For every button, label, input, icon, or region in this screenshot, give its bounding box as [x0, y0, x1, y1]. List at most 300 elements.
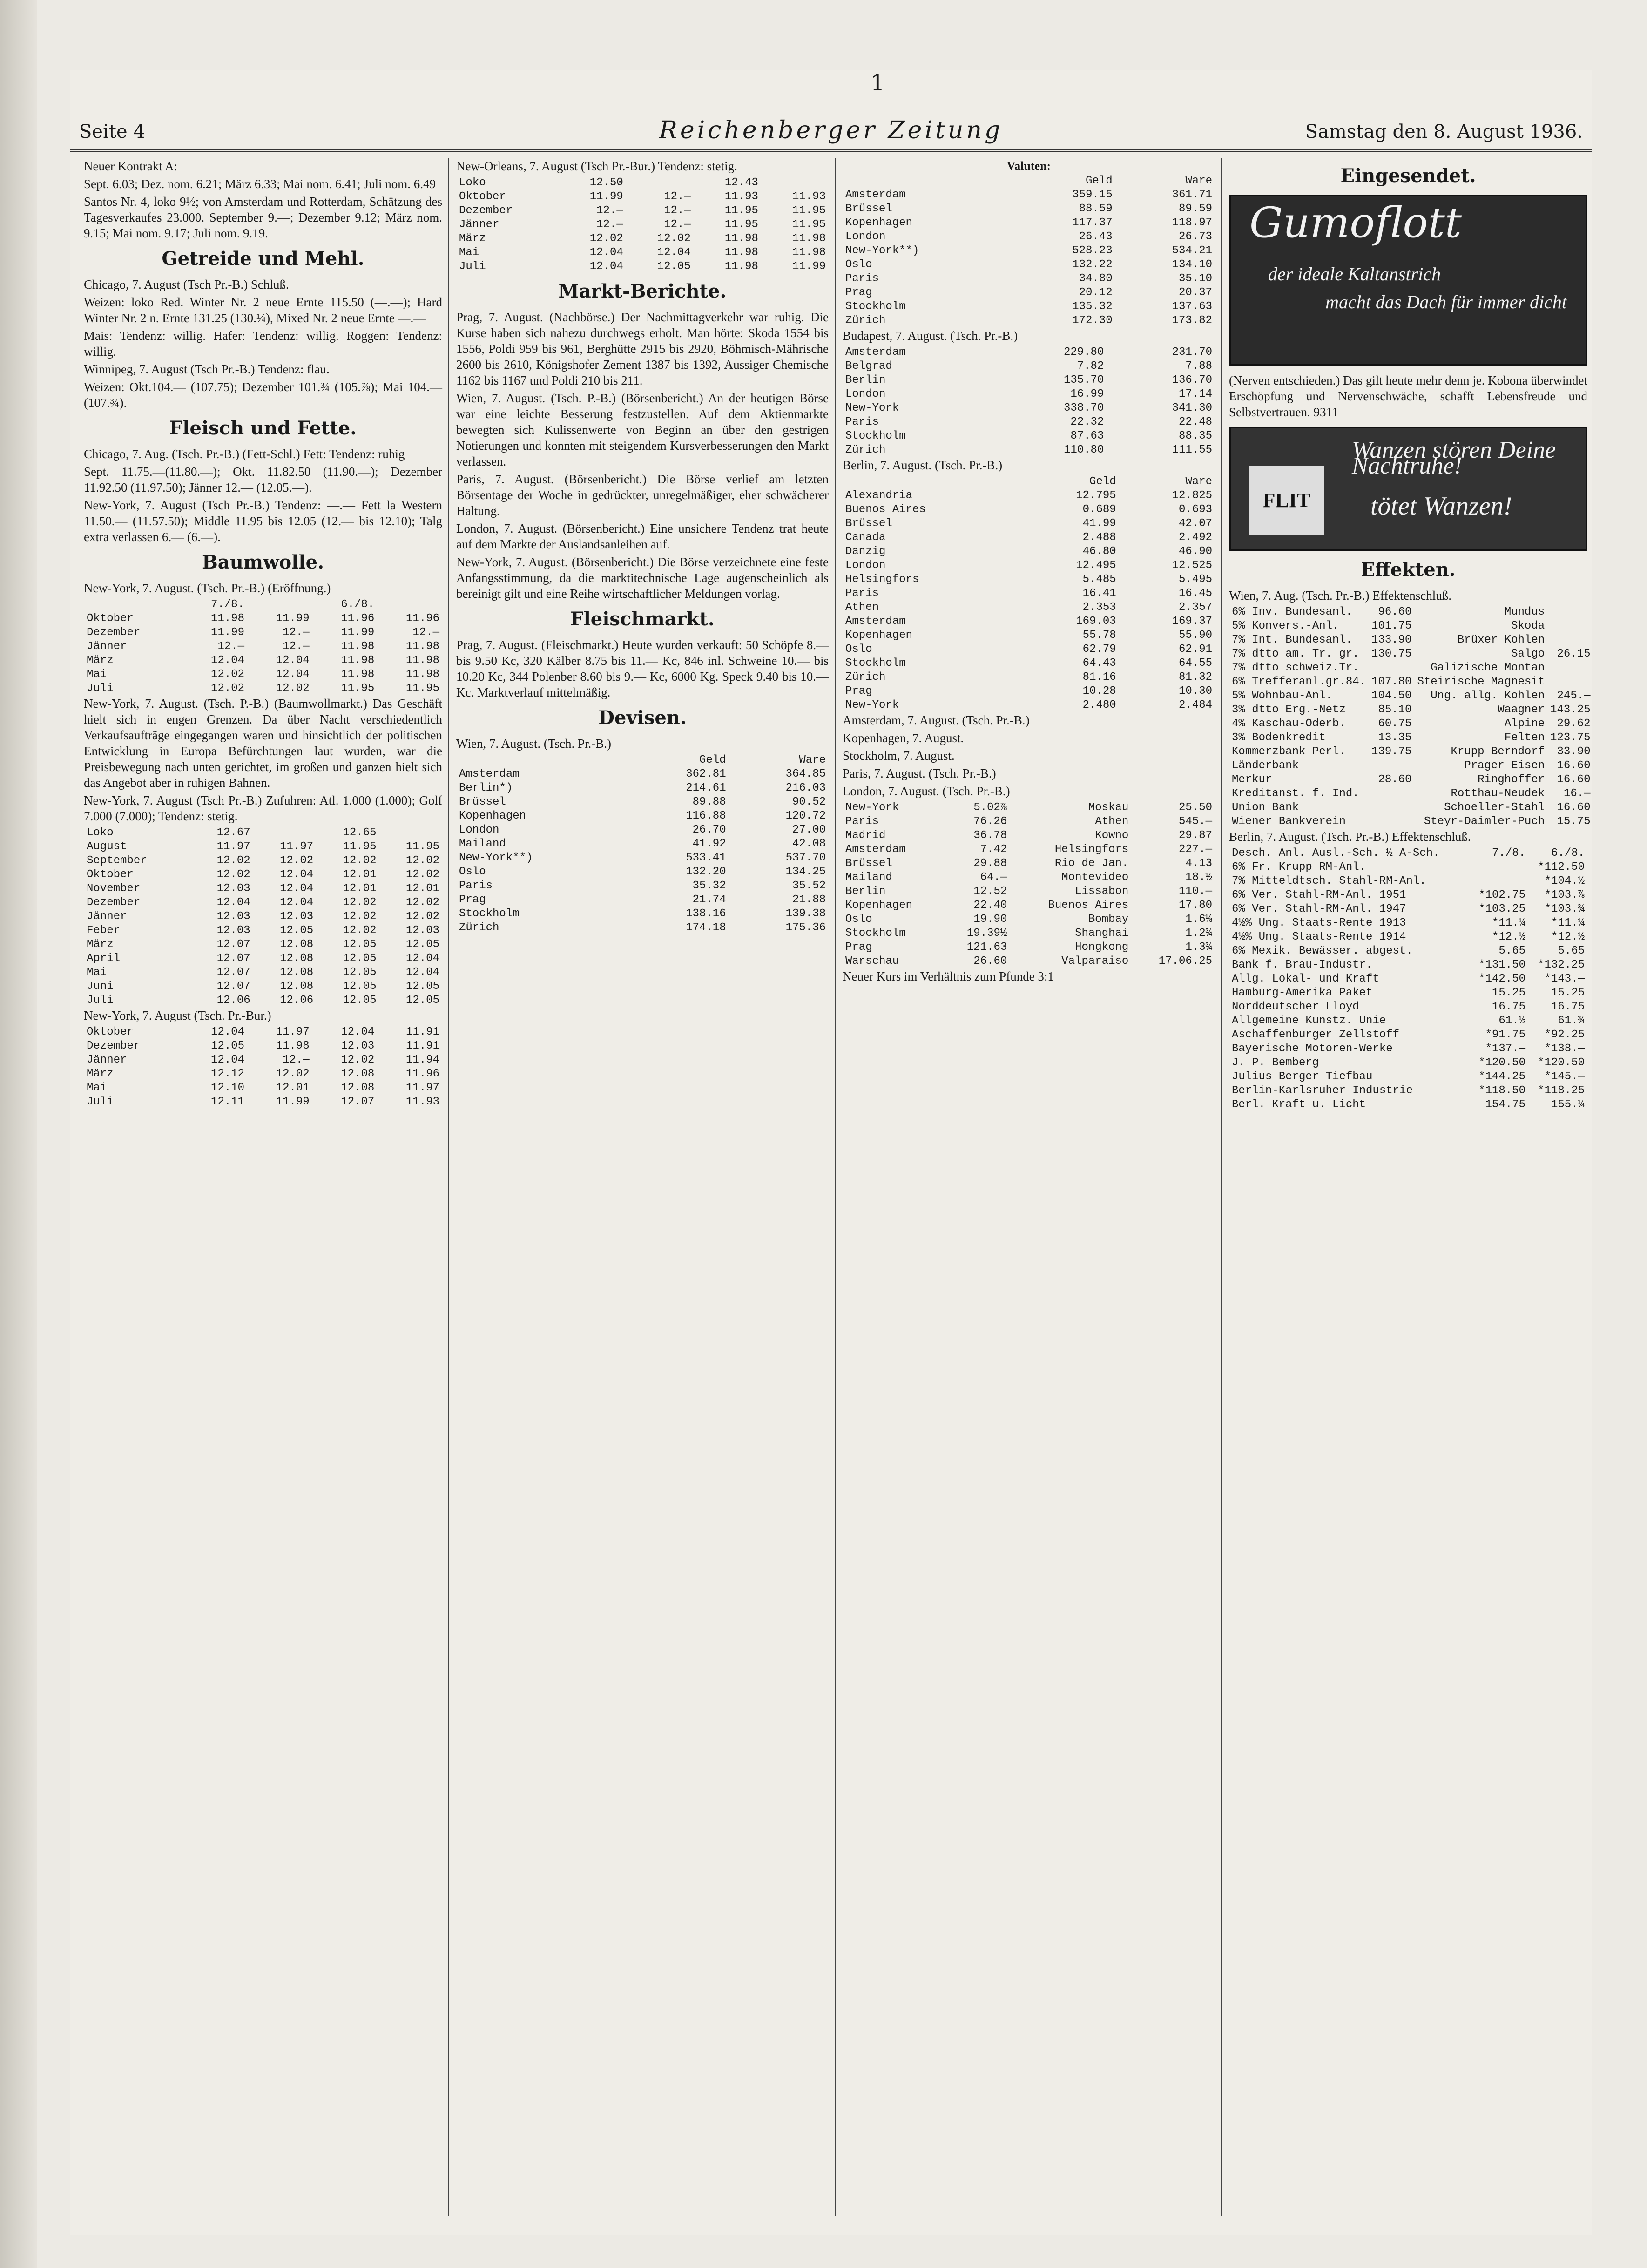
- table-row: [843, 244, 1215, 258]
- devisen-head: Wien, 7. August. (Tsch. Pr.-B.): [456, 737, 612, 751]
- table-cell: Prag: [845, 685, 872, 697]
- table-cell: Bank f. Brau-Industr.: [1232, 959, 1373, 971]
- table-cell: Juni: [87, 980, 114, 993]
- table-row: [456, 795, 829, 809]
- table-cell: 5.65: [1558, 945, 1585, 957]
- table-cell: Warschau: [845, 955, 899, 968]
- orleans-table: [456, 176, 829, 274]
- valuten-table: [843, 174, 1215, 328]
- table-cell: 25.50: [1178, 801, 1212, 814]
- table-cell: [253, 826, 316, 840]
- table-cell: 35.32: [692, 880, 726, 892]
- table-cell: [456, 753, 629, 767]
- table-cell: 361.71: [1172, 189, 1212, 201]
- table-row: [843, 829, 1215, 843]
- table-cell: 3% dtto Erg.-Netz: [1232, 704, 1346, 716]
- berlin-table: [843, 475, 1215, 712]
- table-cell: Allg. Lokal- und Kraft: [1232, 973, 1379, 985]
- table-cell: Krupp Berndorf: [1451, 745, 1545, 758]
- table-cell: Mundus: [1504, 606, 1545, 618]
- baumwolle3-head: New-York, 7. August (Tsch. Pr.-Bur.): [84, 1009, 271, 1022]
- table-cell: 12.—: [596, 218, 623, 231]
- table-cell: 20.37: [1178, 286, 1212, 299]
- table-row: [843, 615, 1215, 629]
- markt-para: New-York, 7. August. (Börsenbericht.) Die Börse verzeichnete eine feste Anfangsstimmung, da die marktitechnische Lage augenscheinlich als bereinigt gilt und eine Reihe wirtschaftlicher Meldungen vorlag.: [456, 555, 829, 601]
- column-1: [84, 158, 442, 2216]
- table-cell: Oktober: [459, 190, 506, 203]
- section-title-baumwolle: Baumwolle.: [202, 551, 324, 573]
- table-cell: 12.12: [211, 1068, 245, 1080]
- fleisch-para: Chicago, 7. Aug. (Tsch. Pr.-B.) (Fett-Schl.) Fett: Tendenz: ruhig: [84, 447, 405, 461]
- table-row: [84, 1067, 442, 1081]
- table-cell: 2.484: [1178, 699, 1212, 711]
- ad2-line1: Wanzen stören Deine Nachtruhe!: [1352, 437, 1556, 479]
- table-cell: Juli: [459, 260, 486, 273]
- table-cell: Alexandria: [845, 489, 913, 502]
- table-cell: 12.—: [283, 626, 310, 639]
- table-cell: 12.—: [664, 190, 691, 203]
- table-cell: 12.07: [341, 1096, 375, 1108]
- table-cell: 12.795: [1076, 489, 1116, 502]
- table-cell: Buenos Aires: [845, 503, 926, 516]
- table-cell: 12.06: [216, 994, 250, 1007]
- table-row: [84, 626, 442, 640]
- table-cell: 12.08: [341, 1082, 375, 1094]
- table-cell: 4% Kaschau-Oderb.: [1232, 718, 1346, 730]
- column-rule: [1221, 158, 1222, 2216]
- table-row: [843, 629, 1215, 643]
- table-row: [843, 857, 1215, 871]
- table-cell: 16.75: [1551, 1001, 1585, 1013]
- table-cell: Desch. Anl. Ausl.-Sch. ½ A-Sch.: [1232, 847, 1440, 860]
- table-cell: 12.05: [280, 924, 314, 937]
- table-row: [84, 938, 442, 952]
- table-cell: 175.36: [785, 921, 826, 934]
- table-cell: Salgo: [1511, 648, 1545, 660]
- table-cell: *142.50: [1478, 973, 1526, 985]
- london-head: London, 7. August. (Tsch. Pr.-B.): [843, 784, 1010, 798]
- table-row: [1229, 647, 1593, 661]
- table-cell: Amsterdam: [845, 843, 906, 856]
- table-cell: 29.88: [973, 857, 1007, 870]
- table-row: [1229, 815, 1593, 829]
- table-cell: 1.6⅛: [1185, 913, 1212, 926]
- table-cell: 12.—: [283, 640, 310, 653]
- table-cell: 12.04: [280, 882, 314, 895]
- table-cell: Prag: [845, 941, 872, 954]
- table-cell: 12.08: [280, 938, 314, 951]
- table-cell: Berl. Kraft u. Licht: [1232, 1098, 1366, 1111]
- table-cell: Stockholm: [845, 300, 906, 313]
- table-cell: 89.59: [1178, 203, 1212, 215]
- table-cell: 2.488: [1082, 531, 1116, 544]
- table-row: [843, 657, 1215, 670]
- effekten-table: [1229, 605, 1593, 829]
- table-cell: Berlin: [845, 885, 886, 898]
- table-cell: 12.02: [589, 232, 623, 245]
- table-cell: 17.14: [1178, 388, 1212, 400]
- table-header-row: [456, 753, 829, 767]
- table-cell: [1547, 605, 1593, 619]
- baumwolle-text: New-York, 7. August. (Tsch. P.-B.) (Baumwollmarkt.) Das Geschäft hielt sich in engen Grenzen. Da über Nacht verschiedentlich Verkaufsaufträge eingegangen waren und hinsichtlich der politischen Entwicklung in Europa Befürchtungen laut wurden, war die Preisbewegung nach unten gerichtet, im großen und ganzen hielt sich das Angebot aber in ruhigen Bahnen.: [84, 697, 442, 790]
- baumwolle3-table: [84, 1025, 442, 1109]
- table-cell: 3% Bodenkredit: [1232, 731, 1326, 744]
- table-cell: 11.95: [343, 840, 377, 853]
- table-cell: Rotthau-Neudek: [1451, 787, 1545, 800]
- table-cell: 11.99: [792, 260, 826, 273]
- table-cell: 11.98: [724, 232, 758, 245]
- column-rule: [835, 158, 836, 2216]
- table-cell: 6% Inv. Bundesanl.: [1232, 606, 1353, 618]
- table-cell: 12.65: [343, 826, 377, 839]
- table-cell: 12.02: [343, 910, 377, 923]
- table-cell: Athen: [845, 601, 879, 614]
- table-cell: 27.00: [792, 824, 826, 836]
- table-cell: [1369, 661, 1414, 675]
- table-cell: Oslo: [845, 643, 872, 656]
- getreide-para: Chicago, 7. August (Tsch Pr.-B.) Schluß.: [84, 278, 289, 291]
- issue-date: Samstag den 8. August 1936.: [1305, 121, 1583, 142]
- table-row: [843, 684, 1215, 698]
- table-cell: Athen: [1095, 815, 1129, 828]
- table-row: [1229, 986, 1587, 1000]
- section-title-effekten: Effekten.: [1361, 559, 1456, 581]
- table-cell: *144.25: [1478, 1070, 1526, 1083]
- table-cell: Amsterdam: [845, 615, 906, 628]
- stockholm-head: Stockholm, 7. August.: [843, 749, 955, 763]
- table-cell: 116.88: [686, 810, 726, 822]
- table-row: [1229, 675, 1593, 689]
- table-cell: Julius Berger Tiefbau: [1232, 1070, 1373, 1083]
- table-cell: 6./8.: [1551, 847, 1585, 860]
- table-cell: Jänner: [459, 218, 500, 231]
- table-cell: *137.—: [1485, 1043, 1526, 1055]
- table-row: [843, 941, 1215, 955]
- table-cell: 6./8.: [341, 598, 375, 611]
- table-cell: Paris: [845, 587, 879, 600]
- table-cell: Oslo: [845, 913, 872, 926]
- table-row: [456, 781, 829, 795]
- table-cell: 12.04: [211, 654, 245, 667]
- table-cell: [843, 174, 1015, 188]
- table-cell: 174.18: [686, 921, 726, 934]
- table-cell: [843, 475, 1023, 489]
- table-cell: 55.90: [1178, 629, 1212, 642]
- fleisch-para: Sept. 11.75.—(11.80.—); Okt. 11.82.50 (11.90.—); Dezember 11.92.50 (11.97.50); Jänner 12.— (12.05.—).: [84, 465, 442, 494]
- table-cell: 11.95: [405, 840, 439, 853]
- table-cell: Steirische Magnesit: [1417, 676, 1545, 688]
- table-cell: 12.04: [405, 966, 439, 979]
- markt-para: Prag, 7. August. (Nachbörse.) Der Nachmittagverkehr war ruhig. Die Kurse haben sich nahezu durchwegs erholt. Man hörte: Skoda 1554 bis 1556, Poldi 959 bis 961, Berghütte 2915 bis 2920, Böhmisch-Mährische 2600 bis 2610, Königshofer Zement 1387 bis 1392, Aussiger Chemische 1162 bis 1167 und Poldi 210 bis 211.: [456, 310, 829, 387]
- table-cell: 2.357: [1178, 601, 1212, 614]
- table-cell: 64.55: [1178, 657, 1212, 670]
- table-row: [843, 885, 1215, 899]
- table-row: [84, 640, 442, 654]
- table-cell: Juli: [87, 1096, 114, 1108]
- table-cell: 11.98: [405, 640, 439, 653]
- table-cell: 4½% Ung. Staats-Rente 1914: [1232, 931, 1406, 943]
- table-row: [1229, 745, 1593, 759]
- table-cell: 12.—: [664, 204, 691, 217]
- table-cell: 12.04: [276, 668, 310, 681]
- table-cell: Loko: [87, 826, 114, 839]
- table-cell: 12.05: [343, 980, 377, 993]
- table-cell: 26.15: [1557, 648, 1591, 660]
- table-cell: [247, 598, 312, 612]
- page-binding-edge: [0, 0, 37, 2268]
- table-cell: 12.02: [276, 682, 310, 695]
- table-row: [1229, 1014, 1587, 1028]
- flit-can-icon: FLIT: [1249, 466, 1324, 535]
- table-cell: 12.525: [1172, 559, 1212, 572]
- table-cell: Jänner: [87, 640, 127, 653]
- fleisch-para: New-York, 7. August (Tsch Pr.-B.) Tendenz: —.— Fett la Western 11.50.— (11.57.50); Middle 11.95 bis 12.05 (12.— bis 12.10); Talg extra verlassen 6.— (6.—).: [84, 498, 442, 544]
- table-cell: 6% Mexik. Bewässer. abgest.: [1232, 945, 1413, 957]
- budapest-head: Budapest, 7. August. (Tsch. Pr.-B.): [843, 329, 1018, 343]
- footer-note: Neuer Kurs im Verhältnis zum Pfunde 3:1: [843, 969, 1054, 983]
- table-cell: 7.88: [1185, 360, 1212, 372]
- table-cell: 12.02: [276, 1068, 310, 1080]
- table-cell: 12.02: [343, 896, 377, 909]
- table-row: [843, 359, 1215, 373]
- table-cell: Berlin: [845, 374, 886, 386]
- table-cell: 169.37: [1172, 615, 1212, 628]
- table-cell: Galizische Montan: [1431, 662, 1545, 674]
- table-row: [843, 913, 1215, 927]
- berlin-eff-table: [1229, 846, 1587, 1112]
- effekten-head: Wien, 7. Aug. (Tsch. Pr.-B.) Effektenschluß.: [1229, 589, 1451, 603]
- table-cell: 61.¾: [1558, 1015, 1585, 1027]
- table-cell: 12.02: [280, 854, 314, 867]
- table-row: [843, 230, 1215, 244]
- table-cell: 132.22: [1072, 258, 1113, 271]
- table-cell: Loko: [459, 176, 486, 189]
- table-row: [1229, 930, 1587, 944]
- section-title-markt: Markt-Berichte.: [558, 280, 727, 302]
- table-cell: 10.28: [1082, 685, 1116, 697]
- table-header-row: [84, 598, 442, 612]
- intro-block: [84, 158, 442, 241]
- table-row: [84, 1039, 442, 1053]
- table-cell: *120.50: [1538, 1056, 1585, 1069]
- table-cell: 7./8.: [211, 598, 245, 611]
- table-cell: 12.11: [211, 1096, 245, 1108]
- table-cell: 121.63: [966, 941, 1007, 954]
- table-cell: 11.98: [276, 1040, 310, 1052]
- table-cell: 90.52: [792, 796, 826, 808]
- table-cell: 11.98: [405, 654, 439, 667]
- table-row: [843, 286, 1215, 300]
- table-cell: Lissabon: [1075, 885, 1129, 898]
- table-cell: Paris: [845, 272, 879, 285]
- table-row: [456, 851, 829, 865]
- table-row: [1229, 972, 1587, 986]
- markt-para: London, 7. August. (Börsenbericht.) Eine unsichere Tendenz trat heute auf dem Markte der Auslandsanleihen auf.: [456, 521, 829, 551]
- table-cell: 123.75: [1550, 731, 1591, 744]
- table-row: [1229, 731, 1593, 745]
- table-cell: Oslo: [459, 866, 486, 878]
- table-cell: Bombay: [1088, 913, 1129, 926]
- table-cell: 11.91: [405, 1040, 439, 1052]
- table-cell: 11.96: [405, 612, 439, 625]
- table-cell: 11.95: [792, 204, 826, 217]
- table-row: [843, 698, 1215, 712]
- table-cell: 12.05: [343, 938, 377, 951]
- table-cell: Kommerzbank Perl.: [1232, 745, 1346, 758]
- table-row: [1229, 717, 1593, 731]
- table-cell: Allgemeine Kunstz. Unie: [1232, 1015, 1386, 1027]
- table-cell: 15.25: [1551, 987, 1585, 999]
- newspaper-page: [70, 70, 1592, 2235]
- table-cell: Skoda: [1511, 620, 1545, 632]
- table-row: [84, 994, 442, 1008]
- table-cell: Brüssel: [845, 203, 892, 215]
- getreide-para: Mais: Tendenz: willig. Hafer: Tendenz: willig. Roggen: Tendenz: willig.: [84, 329, 442, 359]
- table-row: [843, 601, 1215, 615]
- table-cell: *103.⅞: [1544, 889, 1585, 901]
- orleans-head: New-Orleans, 7. August (Tsch Pr.-Bur.) Tendenz: stetig.: [456, 159, 737, 173]
- table-cell: Mai: [87, 668, 107, 681]
- table-cell: 12.07: [216, 980, 250, 993]
- table-row: [1229, 1000, 1587, 1014]
- table-cell: 12.04: [211, 1026, 245, 1038]
- amsterdam-head: Amsterdam, 7. August. (Tsch. Pr.-B.): [843, 713, 1030, 727]
- table-cell: 81.16: [1082, 671, 1116, 684]
- table-cell: 22.48: [1178, 416, 1212, 428]
- table-cell: 362.81: [686, 768, 726, 780]
- table-row: [456, 190, 829, 204]
- table-cell: Ware: [1185, 475, 1212, 488]
- table-cell: [1547, 633, 1593, 647]
- table-row: [84, 1081, 442, 1095]
- table-cell: 118.97: [1172, 217, 1212, 229]
- table-cell: [626, 176, 694, 190]
- table-row: [456, 865, 829, 879]
- table-cell: Zürich: [845, 444, 886, 456]
- table-cell: Ung. allg. Kohlen: [1431, 690, 1545, 702]
- table-cell: *145.—: [1544, 1070, 1585, 1083]
- table-cell: Madrid: [845, 829, 886, 842]
- table-cell: 341.30: [1172, 402, 1212, 414]
- table-cell: 139.38: [785, 907, 826, 920]
- table-cell: 64.—: [980, 871, 1007, 884]
- table-cell: 7% Int. Bundesanl.: [1232, 634, 1353, 646]
- table-cell: April: [87, 952, 121, 965]
- table-cell: Jänner: [87, 1054, 127, 1066]
- flit-advertisement: [1229, 427, 1587, 551]
- table-cell: 5.65: [1498, 945, 1526, 957]
- table-cell: 11.97: [216, 840, 250, 853]
- table-cell: 29.62: [1557, 718, 1591, 730]
- table-cell: New-York: [845, 402, 899, 414]
- table-cell: 16.60: [1557, 801, 1591, 814]
- table-cell: Prag: [845, 286, 872, 299]
- table-cell: Ringhoffer: [1478, 773, 1545, 786]
- table-cell: 155.¼: [1551, 1098, 1585, 1111]
- table-cell: 12.04: [216, 896, 250, 909]
- table-cell: 216.03: [785, 782, 826, 794]
- column-3: [843, 158, 1215, 2216]
- table-cell: 6% Ver. Stahl-RM-Anl. 1947: [1232, 903, 1406, 915]
- table-cell: 21.88: [792, 894, 826, 906]
- table-cell: Kowno: [1095, 829, 1129, 842]
- table-cell: 130.75: [1371, 648, 1412, 660]
- table-row: [84, 654, 442, 668]
- table-cell: [379, 826, 442, 840]
- table-cell: 110.—: [1178, 885, 1212, 898]
- table-cell: Kopenhagen: [845, 899, 913, 912]
- table-cell: 6% Trefferanl.gr.84.: [1232, 676, 1366, 688]
- ad-tagline: macht das Dach für immer dicht: [1325, 291, 1567, 312]
- table-cell: *118.50: [1478, 1084, 1526, 1097]
- table-cell: Stockholm: [845, 927, 906, 940]
- table-row: [84, 1053, 442, 1067]
- table-cell: Oktober: [87, 868, 134, 881]
- table-row: [843, 216, 1215, 230]
- table-cell: 11.97: [405, 1082, 439, 1094]
- table-row: [843, 531, 1215, 545]
- table-cell: 15.75: [1557, 815, 1591, 828]
- table-cell: 12.02: [211, 668, 245, 681]
- table-cell: Schoeller-Stahl: [1444, 801, 1545, 814]
- table-cell: 28.60: [1378, 773, 1412, 786]
- table-row: [843, 258, 1215, 272]
- table-cell: *103.25: [1478, 903, 1526, 915]
- table-row: [456, 246, 829, 260]
- table-cell: 6% Ver. Stahl-RM-Anl. 1951: [1232, 889, 1406, 901]
- table-cell: 0.689: [1082, 503, 1116, 516]
- table-cell: 11.91: [405, 1026, 439, 1038]
- table-cell: 154.75: [1485, 1098, 1526, 1111]
- table-cell: 88.35: [1178, 430, 1212, 442]
- table-cell: [1547, 619, 1593, 633]
- table-cell: 11.94: [405, 1054, 439, 1066]
- table-cell: 12.07: [216, 966, 250, 979]
- table-cell: 11.98: [211, 612, 245, 625]
- paris-head: Paris, 7. August. (Tsch. Pr.-B.): [843, 766, 996, 780]
- budapest-table: [843, 345, 1215, 457]
- table-cell: 35.52: [792, 880, 826, 892]
- masthead: [70, 112, 1592, 152]
- table-row: [843, 955, 1215, 968]
- table-cell: 2.480: [1082, 699, 1116, 711]
- ad-subline: der ideale Kaltanstrich: [1268, 264, 1441, 284]
- intro-line: Neuer Kontrakt A:: [84, 159, 177, 173]
- table-cell: Dezember: [87, 1040, 141, 1052]
- table-row: [843, 801, 1215, 815]
- table-row: [843, 871, 1215, 885]
- table-cell: 22.40: [973, 899, 1007, 912]
- table-row: [843, 573, 1215, 587]
- table-cell: 1.3¾: [1185, 941, 1212, 954]
- intro-line: Sept. 6.03; Dez. nom. 6.21; März 6.33; Mai nom. 6.41; Juli nom. 6.49: [84, 177, 436, 191]
- table-cell: [1369, 815, 1414, 829]
- table-cell: 11.93: [724, 190, 758, 203]
- table-cell: 12.02: [216, 854, 250, 867]
- table-cell: 12.04: [276, 654, 310, 667]
- table-cell: 12.08: [280, 980, 314, 993]
- table-cell: 173.82: [1172, 314, 1212, 327]
- table-cell: Zürich: [845, 314, 886, 327]
- table-cell: 12.50: [589, 176, 623, 189]
- table-cell: 12.07: [216, 952, 250, 965]
- table-cell: 12.01: [276, 1082, 310, 1094]
- table-cell: 11.95: [405, 682, 439, 695]
- table-row: [843, 899, 1215, 913]
- table-row: [84, 826, 442, 840]
- table-cell: 227.—: [1178, 843, 1212, 856]
- table-row: [843, 670, 1215, 684]
